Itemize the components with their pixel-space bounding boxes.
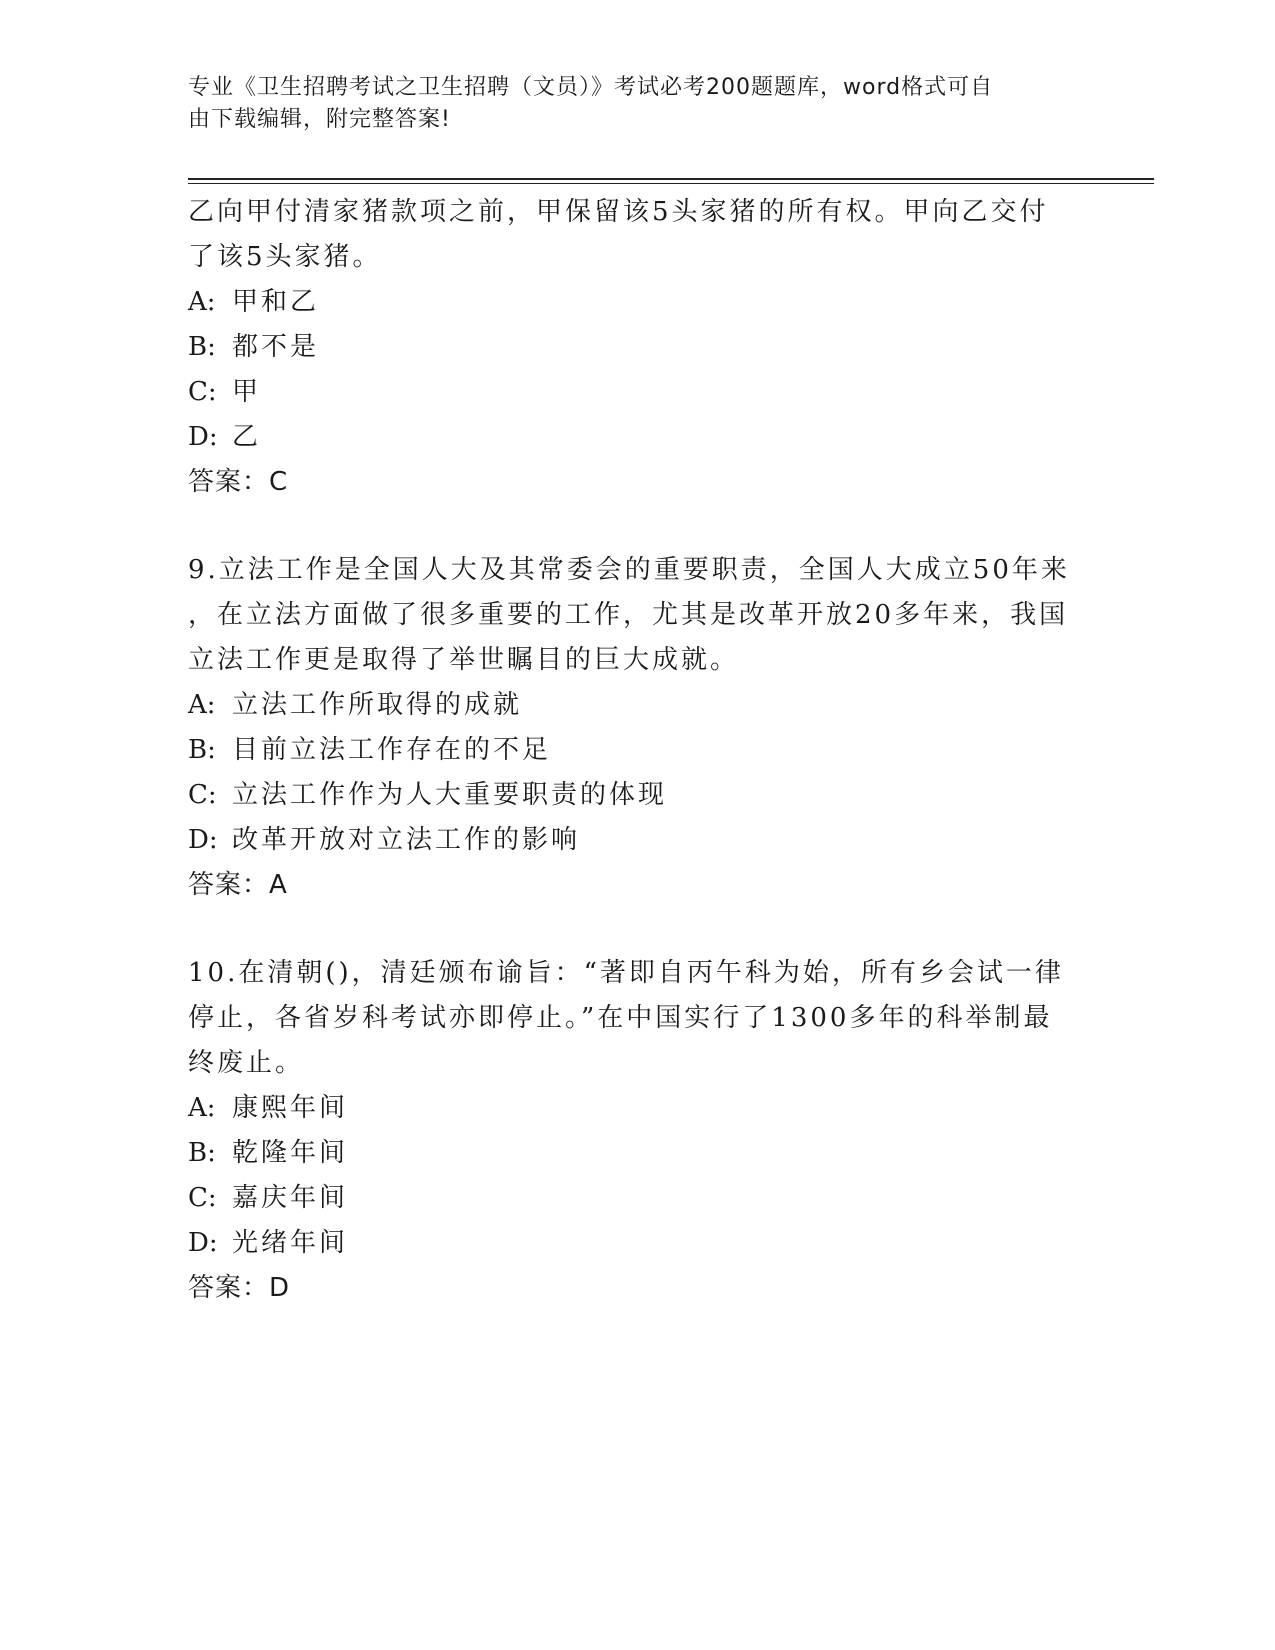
option-letter: D: (188, 825, 218, 855)
question-stem-line: 乙向甲付清家猪款项之前，甲保留该5头家猪的所有权。甲向乙交付 (188, 197, 1049, 227)
option-a (188, 1086, 1088, 1131)
option-text: 嘉庆年间 (232, 1183, 349, 1213)
option-text: 甲和乙 (232, 287, 320, 317)
question-stem-line: 9.立法工作是全国人大及其常委会的重要职责，全国人大成立50年来 (188, 555, 1070, 585)
option-b (188, 728, 1088, 773)
option-text: 康熙年间 (232, 1093, 349, 1123)
option-d (188, 818, 1088, 863)
answer-line: 答案：C (188, 467, 289, 497)
question-content (188, 190, 1088, 1311)
header-divider-thick (188, 178, 1154, 180)
option-text: 乾隆年间 (232, 1138, 349, 1168)
spacer (188, 505, 1088, 548)
option-text: 甲 (232, 377, 262, 407)
question-stem-line: 终废止。 (188, 1048, 305, 1078)
option-c (188, 1176, 1088, 1221)
question-stem-line: ，在立法方面做了很多重要的工作，尤其是改革开放20多年来，我国 (188, 600, 1069, 630)
option-letter: C: (188, 780, 217, 810)
option-letter: A: (188, 1093, 216, 1123)
option-c (188, 773, 1088, 818)
option-b (188, 1131, 1088, 1176)
option-letter: A: (188, 690, 216, 720)
option-text: 乙 (232, 422, 262, 452)
option-d (188, 415, 1088, 460)
option-text: 改革开放对立法工作的影响 (232, 825, 581, 855)
option-a (188, 280, 1088, 325)
question-stem-line: 了该5头家猪。 (188, 242, 382, 272)
option-letter: C: (188, 377, 217, 407)
option-b (188, 325, 1088, 370)
option-letter: A: (188, 287, 216, 317)
option-letter: B: (188, 735, 216, 765)
option-text: 立法工作所取得的成就 (232, 690, 523, 720)
question-stem-line: 停止，各省岁科考试亦即停止。”在中国实行了1300多年的科举制最 (188, 1003, 1053, 1033)
option-letter: B: (188, 1138, 216, 1168)
option-letter: C: (188, 1183, 217, 1213)
option-c (188, 370, 1088, 415)
option-d (188, 1221, 1088, 1266)
answer-line: 答案：A (188, 870, 288, 900)
option-letter: D: (188, 1228, 218, 1258)
question-8 (188, 190, 1088, 505)
question-stem-line: 立法工作更是取得了举世瞩目的巨大成就。 (188, 645, 740, 675)
option-text: 目前立法工作存在的不足 (232, 735, 552, 765)
page-header (188, 72, 1068, 136)
answer-line: 答案：D (188, 1273, 291, 1303)
question-10 (188, 951, 1088, 1311)
header-line-1: 专业《卫生招聘考试之卫生招聘（文员）》考试必考200题题库，word格式可自 (188, 75, 994, 100)
header-divider-thin (188, 183, 1154, 184)
question-9 (188, 548, 1088, 908)
option-text: 立法工作作为人大重要职责的体现 (232, 780, 668, 810)
option-a (188, 683, 1088, 728)
spacer (188, 908, 1088, 951)
question-stem-line: 10.在清朝()，清廷颁布谕旨：“著即自丙午科为始，所有乡会试一律 (188, 958, 1064, 988)
option-letter: B: (188, 332, 216, 362)
option-letter: D: (188, 422, 218, 452)
option-text: 都不是 (232, 332, 320, 362)
option-text: 光绪年间 (232, 1228, 349, 1258)
header-line-2: 由下载编辑，附完整答案! (188, 107, 451, 132)
